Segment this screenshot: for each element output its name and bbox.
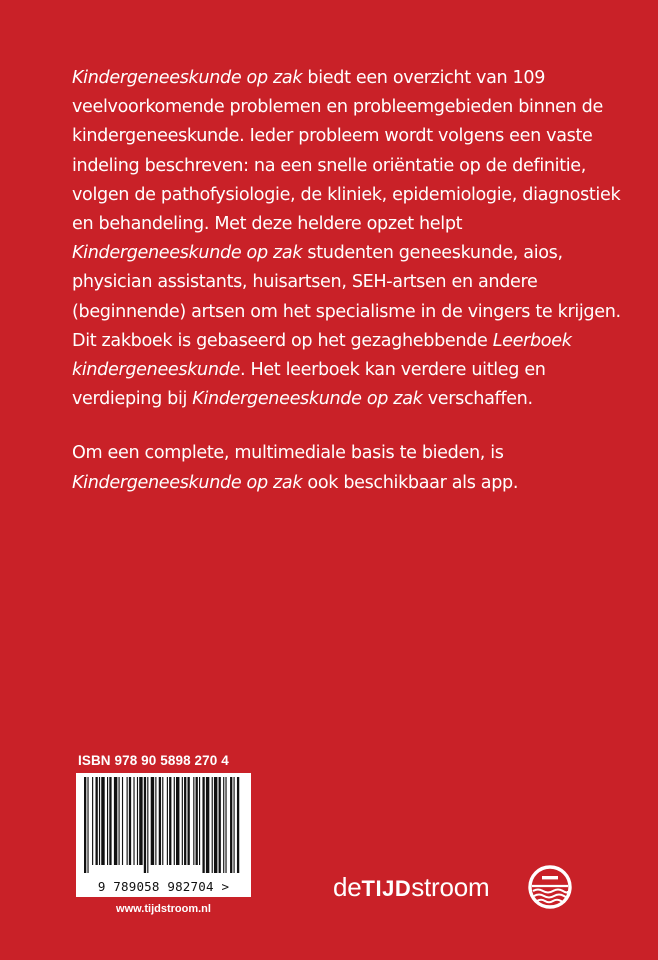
barcode-bars (82, 777, 245, 873)
barcode-bar (144, 777, 146, 873)
blurb-text-run: . Het leerboek kan verdere uitleg en verdieping bij (72, 360, 546, 410)
publisher-prefix: de (333, 872, 362, 902)
barcode-bar (127, 777, 128, 865)
barcode-bar (212, 777, 213, 873)
barcode-bar (214, 777, 217, 873)
isbn-label: ISBN 978 90 5898 270 4 (78, 753, 229, 768)
barcode-bar (151, 777, 154, 865)
barcode-bar (119, 777, 120, 865)
blurb-text-run: studenten geneeskunde, aios, physician assistants, huisartsen, SEH-artsen en andere (beginnende) artsen om het specialisme in de vingers te krijgen. Dit zakboek is gebaseerd op het gezaghebbende (72, 243, 621, 351)
barcode (76, 773, 251, 897)
book-title-italic: Kindergeneeskunde op zak (72, 68, 303, 88)
barcode-bar (84, 777, 86, 873)
blurb-text-run: biedt een overzicht van 109 veelvoorkomende problemen en probleemgebieden binnen de kindergeneeskunde. Ieder probleem wordt volgens een vaste indeling beschreven: na een snelle oriëntatie op de definitie, volgen de pathofysiologie, de kliniek, epidemiologie, diagnostiek en behandeling. Met deze heldere opzet helpt (72, 68, 621, 235)
barcode-bar (182, 777, 183, 865)
blurb-text-run: Om een complete, multimediale basis te bieden, is (72, 443, 504, 464)
barcode-bar (237, 777, 239, 873)
book-title-italic: Kindergeneeskunde op zak (72, 243, 303, 264)
barcode-bar (193, 777, 194, 865)
book-title-italic: Kindergeneeskunde op zak (72, 472, 303, 493)
barcode-bar (162, 777, 163, 865)
barcode-bar (174, 777, 175, 865)
barcode-bar (206, 777, 209, 873)
barcode-bar (122, 777, 123, 865)
publisher-name (333, 872, 489, 903)
barcode-bar (159, 777, 161, 865)
barcode-bar (199, 777, 200, 865)
barcode-bar (137, 777, 138, 865)
barcode-bar (139, 777, 142, 865)
barcode-bar (223, 777, 224, 873)
barcode-bar (234, 777, 235, 873)
website-url: www.tijdstroom.nl (116, 903, 211, 915)
barcode-bar (184, 777, 186, 865)
publisher-name-light: stroom (411, 872, 490, 902)
barcode-bar (167, 777, 168, 865)
barcode-bar (101, 777, 104, 865)
barcode-bar (114, 777, 117, 865)
barcode-bar (107, 777, 108, 865)
barcode-bar (188, 777, 190, 865)
barcode-bar (92, 777, 93, 865)
publisher-name-bold: TIJD (361, 876, 412, 901)
barcode-bar (129, 777, 131, 865)
publisher-logo-icon (526, 863, 574, 911)
barcode-bar (99, 777, 100, 865)
barcode-bar (219, 777, 221, 873)
barcode-bar (109, 777, 111, 865)
barcode-bar (196, 777, 198, 865)
book-title-italic: Leerboek kindergeneeskunde (72, 330, 572, 381)
barcode-bar (147, 777, 148, 873)
book-title-italic: Kindergeneeskunde op zak (192, 389, 423, 410)
blurb-paragraph-2 (72, 439, 632, 497)
barcode-digits: 9 789058 982704 > (76, 879, 251, 894)
barcode-bar (202, 777, 204, 873)
barcode-bar (176, 777, 179, 865)
barcode-bar (155, 777, 156, 865)
barcode-bar (225, 777, 226, 873)
barcode-bar (96, 777, 98, 865)
blurb-text-run: verschaffen. (422, 389, 533, 410)
barcode-bar (133, 777, 134, 865)
barcode-bar (87, 777, 88, 873)
blurb-paragraph-1 (72, 64, 632, 414)
cover-blurb (72, 64, 632, 498)
barcode-bar (230, 777, 232, 873)
blurb-text-run: ook beschikbaar als app. (302, 472, 519, 493)
barcode-bar (169, 777, 171, 865)
